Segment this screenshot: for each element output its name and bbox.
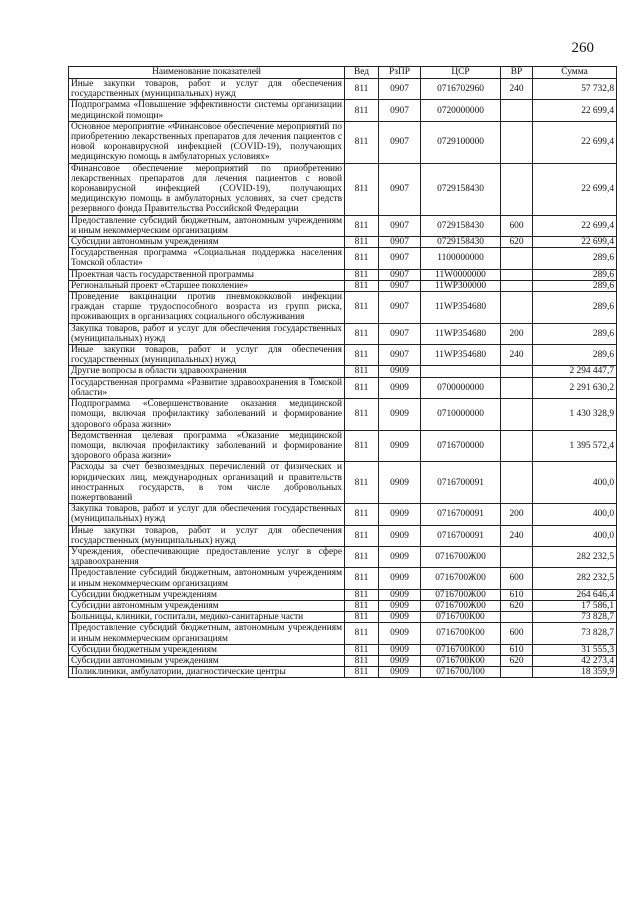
table-row [69, 79, 617, 100]
table-row [69, 600, 617, 611]
cell-rzpr: 0907 [379, 280, 421, 291]
cell-name: Больницы, клиники, госпитали, медико-санитарные части [69, 612, 345, 623]
cell-rzpr: 0907 [379, 100, 421, 121]
cell-rzpr: 0909 [379, 655, 421, 666]
cell-vr [501, 280, 533, 291]
cell-ved: 811 [345, 430, 379, 462]
cell-amount: 289,6 [533, 269, 617, 280]
cell-ved: 811 [345, 504, 379, 525]
header-vr: ВР [501, 67, 533, 79]
header-amount: Сумма [533, 67, 617, 79]
cell-amount: 282 232,5 [533, 568, 617, 589]
cell-amount: 18 359,9 [533, 667, 617, 678]
cell-ved: 811 [345, 100, 379, 121]
cell-vr: 620 [501, 600, 533, 611]
cell-name: Расходы за счет безвозмездных перечислений от физических и юридических лиц, международных организаций и правительств иностранных государств, в том числе добровольных пожертвований [69, 462, 345, 504]
cell-vr [501, 100, 533, 121]
cell-amount: 289,6 [533, 280, 617, 291]
cell-rzpr: 0907 [379, 237, 421, 248]
cell-rzpr: 0909 [379, 600, 421, 611]
table-row [69, 655, 617, 666]
table-row [69, 462, 617, 504]
cell-ved: 811 [345, 623, 379, 644]
table-row [69, 121, 617, 163]
cell-vr: 240 [501, 525, 533, 546]
cell-ved: 811 [345, 525, 379, 546]
cell-amount: 1 430 328,9 [533, 399, 617, 431]
cell-name: Субсидии автономным учреждениям [69, 655, 345, 666]
cell-amount: 289,6 [533, 323, 617, 344]
cell-csr: 0716700Ж00 [421, 589, 501, 600]
cell-vr: 240 [501, 79, 533, 100]
cell-rzpr: 0907 [379, 269, 421, 280]
cell-amount: 22 699,4 [533, 100, 617, 121]
cell-csr: 0716700091 [421, 504, 501, 525]
table-row [69, 525, 617, 546]
cell-name: Государственная программа «Социальная поддержка населения Томской области» [69, 248, 345, 269]
cell-vr [501, 292, 533, 324]
cell-name: Государственная программа «Развитие здравоохранения в Томской области» [69, 377, 345, 398]
cell-vr [501, 399, 533, 431]
cell-vr: 620 [501, 655, 533, 666]
cell-amount: 400,0 [533, 504, 617, 525]
cell-rzpr: 0909 [379, 462, 421, 504]
cell-rzpr: 0907 [379, 79, 421, 100]
cell-amount: 289,6 [533, 248, 617, 269]
header-row [69, 67, 617, 79]
table-row [69, 504, 617, 525]
cell-ved: 811 [345, 237, 379, 248]
cell-rzpr: 0907 [379, 215, 421, 236]
cell-name: Подпрограмма «Повышение эффективности системы организации медицинской помощи» [69, 100, 345, 121]
cell-rzpr: 0907 [379, 163, 421, 215]
cell-csr: 0716700К00 [421, 623, 501, 644]
cell-rzpr: 0909 [379, 377, 421, 398]
cell-name: Проведение вакцинации против пневмококковой инфекции граждан старше трудоспособного возраста из групп риска, проживающих в организациях социального обслуживания [69, 292, 345, 324]
table-row [69, 430, 617, 462]
table-row [69, 280, 617, 291]
table-row [69, 612, 617, 623]
cell-vr [501, 546, 533, 567]
cell-name: Закупка товаров, работ и услуг для обеспечения государственных (муниципальных) нужд [69, 323, 345, 344]
cell-ved: 811 [345, 292, 379, 324]
table-row [69, 248, 617, 269]
cell-rzpr: 0909 [379, 366, 421, 377]
cell-name: Закупка товаров, работ и услуг для обеспечения государственных (муниципальных) нужд [69, 504, 345, 525]
cell-csr [421, 366, 501, 377]
table-row [69, 100, 617, 121]
cell-csr: 0729158430 [421, 215, 501, 236]
cell-vr: 620 [501, 237, 533, 248]
cell-vr: 610 [501, 644, 533, 655]
cell-rzpr: 0909 [379, 525, 421, 546]
cell-name: Учреждения, обеспечивающие предоставление услуг в сфере здравоохранения [69, 546, 345, 567]
cell-csr: 11WP354680 [421, 345, 501, 366]
cell-ved: 811 [345, 377, 379, 398]
cell-csr: 0716700000 [421, 430, 501, 462]
cell-ved: 811 [345, 163, 379, 215]
cell-vr: 600 [501, 623, 533, 644]
cell-ved: 811 [345, 79, 379, 100]
cell-vr [501, 121, 533, 163]
cell-amount: 2 291 630,2 [533, 377, 617, 398]
cell-amount: 400,0 [533, 525, 617, 546]
cell-rzpr: 0909 [379, 504, 421, 525]
cell-name: Предоставление субсидий бюджетным, автономным учреждениям и иным некоммерческим организациям [69, 215, 345, 236]
table-row [69, 269, 617, 280]
cell-csr: 1100000000 [421, 248, 501, 269]
cell-name: Ведомственная целевая программа «Оказание медицинской помощи, включая профилактику заболеваний и формирование здорового образа жизни» [69, 430, 345, 462]
cell-rzpr: 0909 [379, 612, 421, 623]
cell-amount: 289,6 [533, 345, 617, 366]
cell-rzpr: 0907 [379, 248, 421, 269]
table-row [69, 644, 617, 655]
cell-ved: 811 [345, 121, 379, 163]
table-body [69, 79, 617, 678]
table-row [69, 366, 617, 377]
cell-name: Другие вопросы в области здравоохранения [69, 366, 345, 377]
cell-name: Предоставление субсидий бюджетным, автономным учреждениям и иным некоммерческим организациям [69, 623, 345, 644]
cell-csr: 11WP300000 [421, 280, 501, 291]
cell-ved: 811 [345, 248, 379, 269]
cell-amount: 282 232,5 [533, 546, 617, 567]
cell-vr: 240 [501, 345, 533, 366]
cell-name: Субсидии бюджетным учреждениям [69, 644, 345, 655]
cell-vr [501, 366, 533, 377]
cell-csr: 0716700091 [421, 462, 501, 504]
cell-rzpr: 0907 [379, 323, 421, 344]
table-row [69, 589, 617, 600]
cell-csr: 0716700Ж00 [421, 600, 501, 611]
cell-amount: 42 273,4 [533, 655, 617, 666]
cell-csr: 0729158430 [421, 237, 501, 248]
cell-vr: 200 [501, 504, 533, 525]
table-row [69, 377, 617, 398]
cell-name: Субсидии автономным учреждениям [69, 237, 345, 248]
cell-amount: 2 294 447,7 [533, 366, 617, 377]
cell-vr: 200 [501, 323, 533, 344]
cell-name: Региональный проект «Старшее поколение» [69, 280, 345, 291]
cell-name: Иные закупки товаров, работ и услуг для обеспечения государственных (муниципальных) нужд [69, 79, 345, 100]
cell-csr: 11W0000000 [421, 269, 501, 280]
table-row [69, 323, 617, 344]
cell-rzpr: 0909 [379, 667, 421, 678]
cell-vr: 610 [501, 589, 533, 600]
cell-rzpr: 0909 [379, 623, 421, 644]
cell-rzpr: 0907 [379, 121, 421, 163]
cell-ved: 811 [345, 546, 379, 567]
table-row [69, 237, 617, 248]
table-row [69, 215, 617, 236]
cell-name: Финансовое обеспечение мероприятий по приобретению лекарственных препаратов для лечения пациентов с новой коронавирусной инфекцией (COVID-19), получающих медицинскую помощь в амбулаторных условиях, за счет средств резервного фонда Правительства Российской Федерации [69, 163, 345, 215]
cell-amount: 57 732,8 [533, 79, 617, 100]
table-row [69, 345, 617, 366]
cell-name: Основное мероприятие «Финансовое обеспечение мероприятий по приобретению лекарственных препаратов для лечения пациентов с новой коронавирусной инфекцией (COVID-19), получающих медицинскую помощь в амбулаторных условиях» [69, 121, 345, 163]
cell-rzpr: 0909 [379, 644, 421, 655]
cell-ved: 811 [345, 644, 379, 655]
cell-ved: 811 [345, 366, 379, 377]
cell-rzpr: 0909 [379, 399, 421, 431]
cell-vr [501, 430, 533, 462]
table-row [69, 546, 617, 567]
cell-amount: 22 699,4 [533, 163, 617, 215]
cell-vr [501, 377, 533, 398]
cell-name: Иные закупки товаров, работ и услуг для обеспечения государственных (муниципальных) нужд [69, 345, 345, 366]
cell-amount: 264 646,4 [533, 589, 617, 600]
budget-table [68, 66, 617, 678]
table-row [69, 568, 617, 589]
cell-vr [501, 462, 533, 504]
cell-name: Иные закупки товаров, работ и услуг для обеспечения государственных (муниципальных) нужд [69, 525, 345, 546]
cell-csr: 0716700Л00 [421, 667, 501, 678]
cell-csr: 0716700К00 [421, 655, 501, 666]
cell-csr: 0700000000 [421, 377, 501, 398]
cell-name: Субсидии автономным учреждениям [69, 600, 345, 611]
cell-vr [501, 612, 533, 623]
cell-vr [501, 163, 533, 215]
cell-csr: 0720000000 [421, 100, 501, 121]
cell-csr: 0716700К00 [421, 644, 501, 655]
cell-ved: 811 [345, 600, 379, 611]
cell-ved: 811 [345, 345, 379, 366]
cell-csr: 0710000000 [421, 399, 501, 431]
header-csr: ЦСР [421, 67, 501, 79]
cell-amount: 400,0 [533, 462, 617, 504]
table-row [69, 292, 617, 324]
cell-vr [501, 269, 533, 280]
cell-name: Подпрограмма «Совершенствование оказания медицинской помощи, включая профилактику заболеваний и формирование здорового образа жизни» [69, 399, 345, 431]
cell-csr: 0716700Ж00 [421, 568, 501, 589]
cell-amount: 289,6 [533, 292, 617, 324]
cell-csr: 0716700К00 [421, 612, 501, 623]
cell-name: Предоставление субсидий бюджетным, автономным учреждениям и иным некоммерческим организациям [69, 568, 345, 589]
cell-csr: 11WP354680 [421, 323, 501, 344]
cell-ved: 811 [345, 589, 379, 600]
cell-vr: 600 [501, 568, 533, 589]
cell-ved: 811 [345, 399, 379, 431]
cell-ved: 811 [345, 667, 379, 678]
cell-amount: 22 699,4 [533, 237, 617, 248]
cell-ved: 811 [345, 269, 379, 280]
cell-amount: 22 699,4 [533, 215, 617, 236]
cell-vr [501, 667, 533, 678]
cell-amount: 73 828,7 [533, 623, 617, 644]
table-row [69, 399, 617, 431]
cell-csr: 0716702960 [421, 79, 501, 100]
cell-ved: 811 [345, 612, 379, 623]
cell-name: Проектная часть государственной программы [69, 269, 345, 280]
cell-name: Субсидии бюджетным учреждениям [69, 589, 345, 600]
cell-amount: 73 828,7 [533, 612, 617, 623]
cell-csr: 0716700Ж00 [421, 546, 501, 567]
cell-rzpr: 0909 [379, 546, 421, 567]
cell-ved: 811 [345, 568, 379, 589]
table-row [69, 163, 617, 215]
cell-ved: 811 [345, 462, 379, 504]
cell-amount: 17 586,1 [533, 600, 617, 611]
header-name: Наименование показателей [69, 67, 345, 79]
cell-rzpr: 0909 [379, 568, 421, 589]
cell-rzpr: 0909 [379, 589, 421, 600]
cell-vr: 600 [501, 215, 533, 236]
cell-ved: 811 [345, 323, 379, 344]
page-number: 260 [571, 40, 594, 56]
cell-ved: 811 [345, 215, 379, 236]
cell-ved: 811 [345, 280, 379, 291]
cell-vr [501, 248, 533, 269]
cell-name: Поликлиники, амбулатории, диагностические центры [69, 667, 345, 678]
cell-csr: 0729158430 [421, 163, 501, 215]
table-row [69, 623, 617, 644]
cell-ved: 811 [345, 655, 379, 666]
cell-amount: 1 395 572,4 [533, 430, 617, 462]
header-ved: Вед [345, 67, 379, 79]
cell-csr: 0716700091 [421, 525, 501, 546]
cell-csr: 11WP354680 [421, 292, 501, 324]
cell-rzpr: 0909 [379, 430, 421, 462]
cell-rzpr: 0907 [379, 345, 421, 366]
cell-rzpr: 0907 [379, 292, 421, 324]
table-row [69, 667, 617, 678]
cell-csr: 0729100000 [421, 121, 501, 163]
cell-amount: 31 555,3 [533, 644, 617, 655]
header-rzpr: РзПР [379, 67, 421, 79]
cell-amount: 22 699,4 [533, 121, 617, 163]
